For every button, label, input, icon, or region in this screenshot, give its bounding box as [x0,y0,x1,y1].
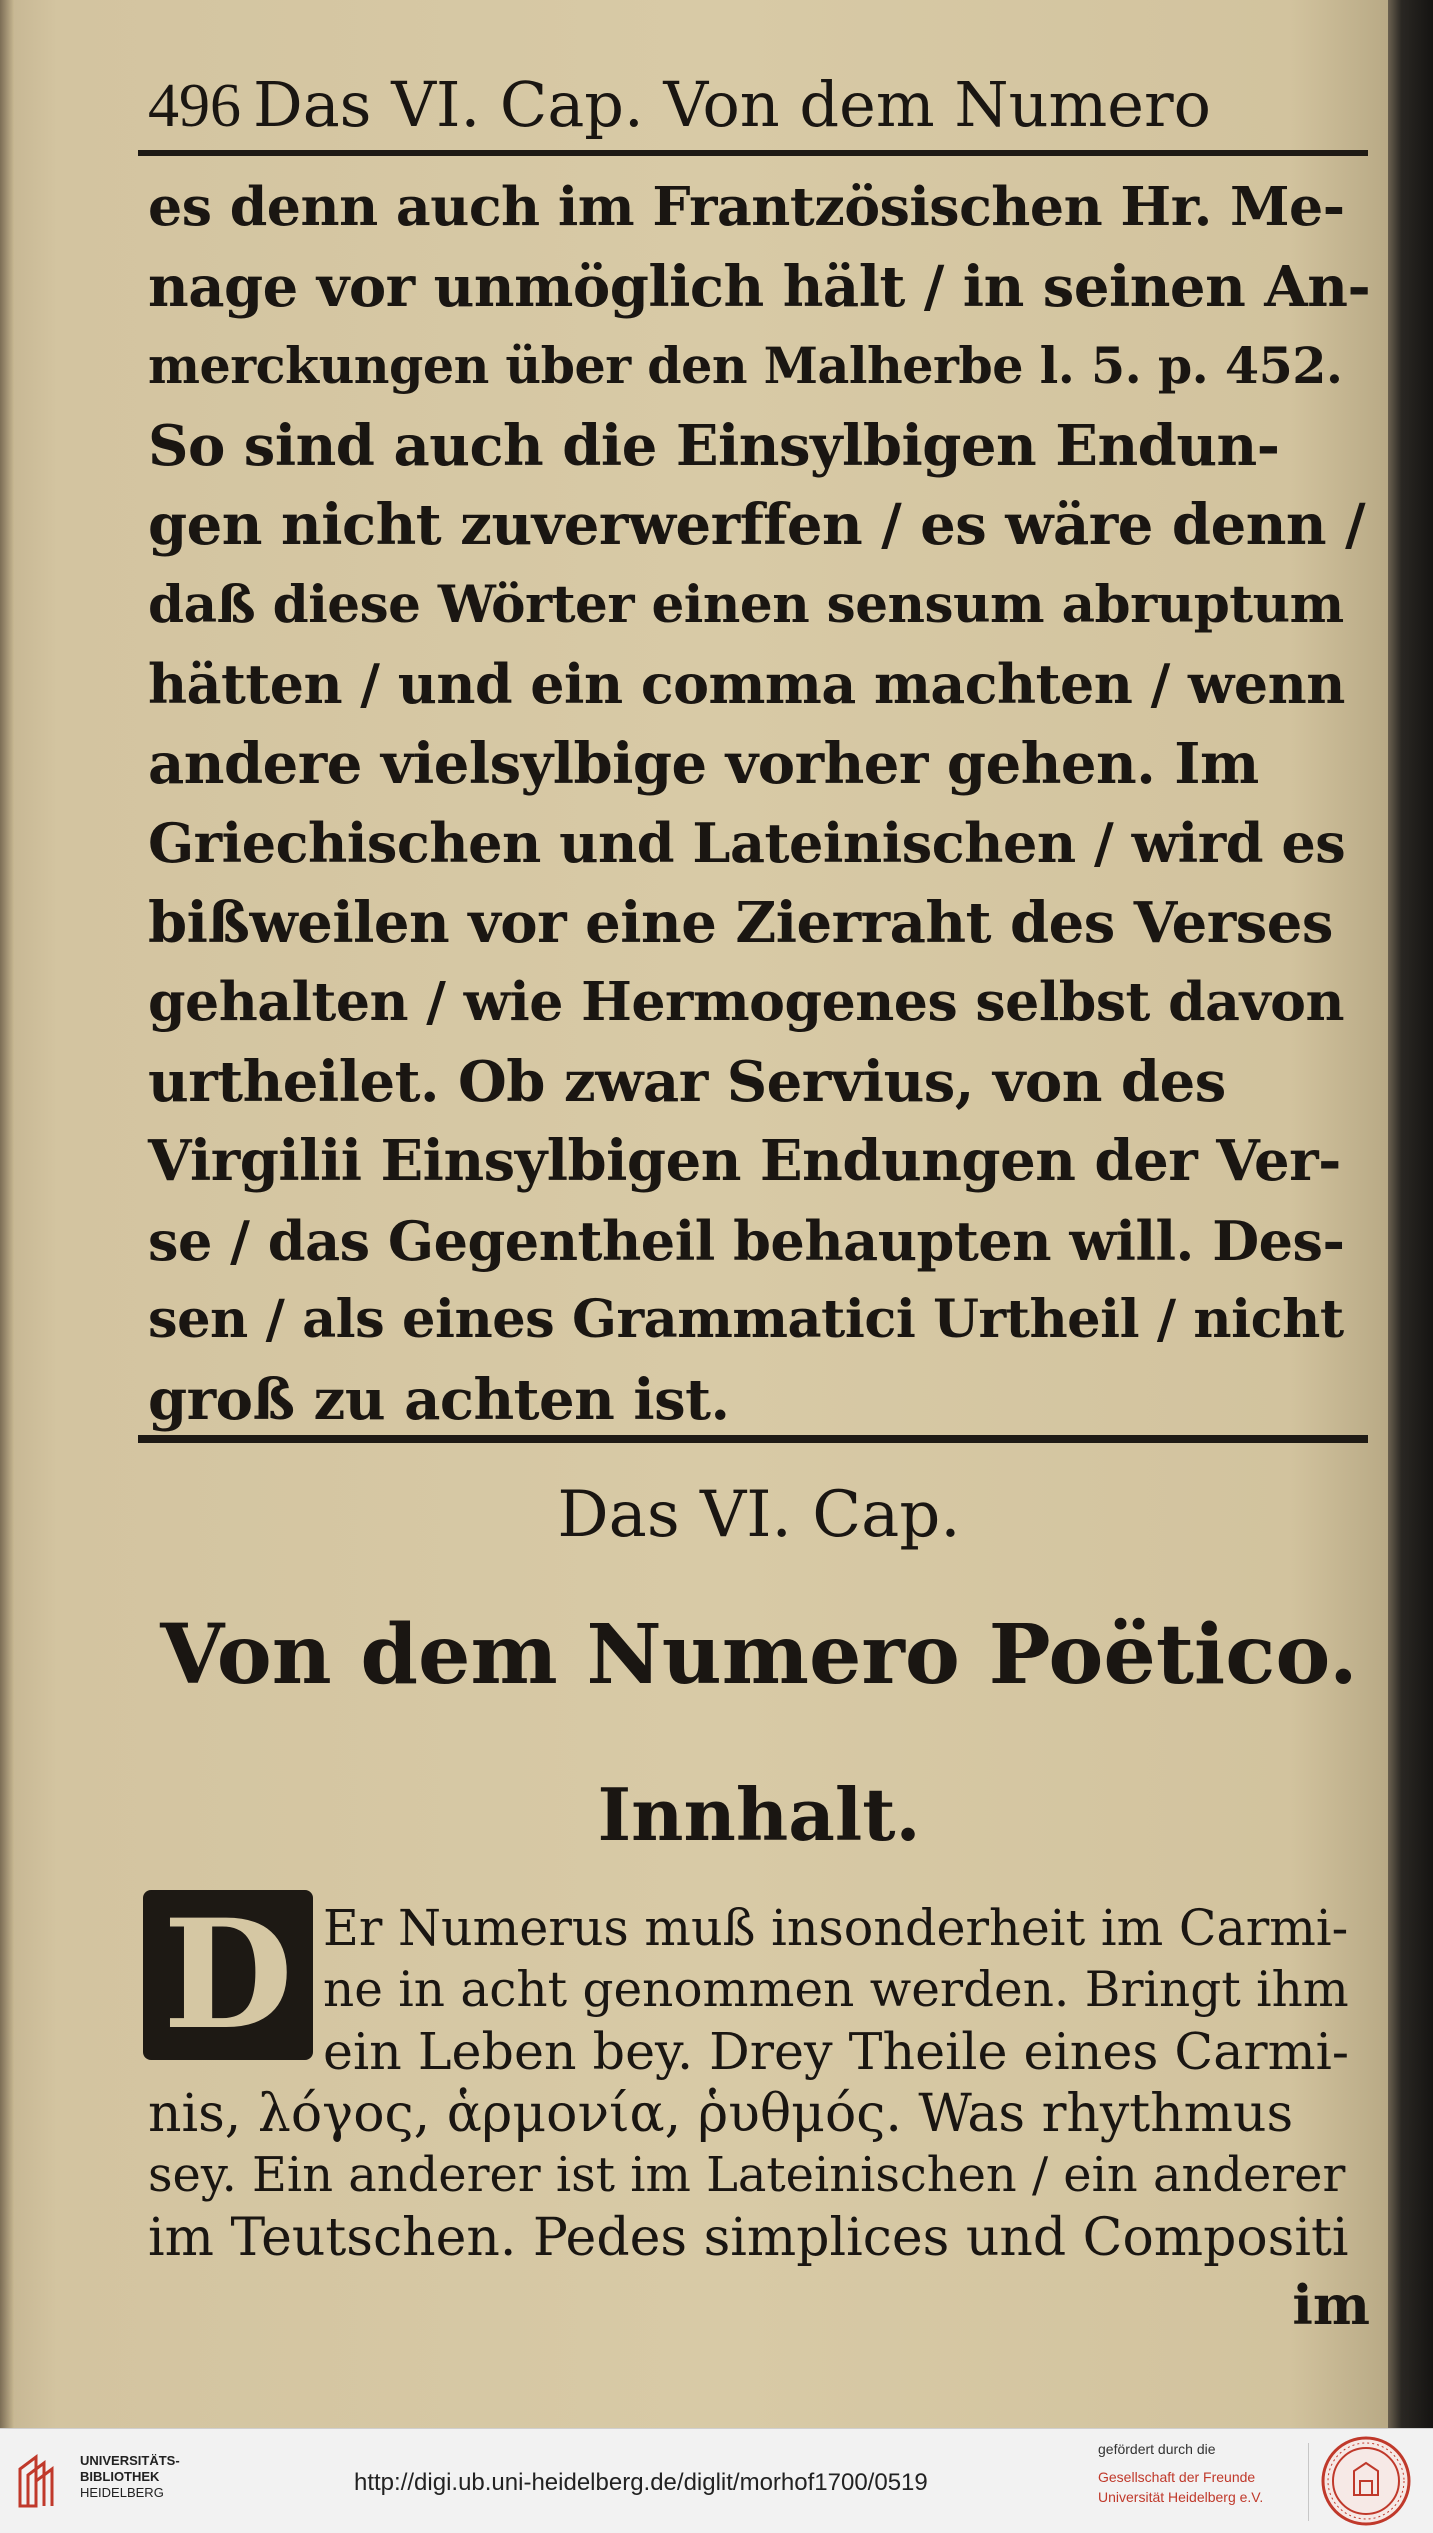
society-name-line2: Universität Heidelberg e.V. [1098,2489,1264,2505]
body-line: nage vor unmöglich hält / in seinen An- [148,253,1371,320]
digitization-footer [0,2428,1433,2533]
catchword: im [1292,2273,1370,2337]
body-line: merckungen über den Malherbe l. 5. p. 452. [148,337,1343,395]
society-name-line1: Gesellschaft der Freunde [1098,2469,1256,2485]
body-line: So sind auch die Einsylbigen Endun- [148,412,1280,479]
footer-divider [1308,2443,1309,2521]
digital-copy-link[interactable]: http://digi.ub.uni-heidelberg.de/diglit/morhof1700/0519 [354,2469,928,2496]
summary-line: ne in acht genommen werden. Bringt ihm [323,1962,1349,2018]
summary-line: im Teutschen. Pedes simplices und Compositi [148,2208,1349,2268]
decorated-initial-letter: D [143,1890,313,2060]
body-line: groß zu achten ist. [148,1366,730,1433]
chapter-title: Von dem Numero Poëtico. [160,1607,1358,1703]
body-line: sen / als eines Grammatici Urtheil / nicht [148,1289,1344,1350]
funding-credit [1098,2439,1298,2507]
body-line: andere vielsylbige vorher gehen. Im [148,730,1259,797]
running-head-title: Das VI. Cap. Von dem Numero [253,68,1211,141]
body-line: hätten / und ein comma machten / wenn [148,652,1345,716]
library-name: UNIVERSITÄTS- BIBLIOTHEK HEIDELBERG [80,2453,180,2500]
summary-line: nis, λόγος, ἁρμονία, ῥυθμός. Was rhythmus [148,2084,1294,2144]
body-line: gen nicht zuverwerffen / es wäre denn / [148,492,1366,558]
page-binding-edge [0,0,14,2428]
university-library-logo-icon [14,2451,64,2511]
body-line: daß diese Wörter einen sensum abruptum [148,574,1344,635]
university-seal-icon [1320,2435,1412,2527]
summary-line: sey. Ein anderer ist im Lateinischen / ein anderer [148,2148,1346,2203]
body-line: se / das Gegentheil behaupten will. Des- [148,1208,1345,1273]
body-line: es denn auch im Frantzösischen Hr. Me- [148,175,1345,238]
contents-heading: Innhalt. [597,1772,921,1857]
body-line: urtheilet. Ob zwar Servius, von des [148,1048,1226,1115]
page-number: 496 [148,72,241,140]
running-head [148,60,1370,150]
page-right-shadow [1388,0,1433,2428]
chapter-separator-rule [138,1435,1368,1443]
chapter-label: Das VI. Cap. [557,1478,961,1552]
body-line: Griechischen und Lateinischen / wird es [148,811,1346,875]
header-rule [138,150,1368,156]
body-line: Virgilii Einsylbigen Endungen der Ver- [148,1128,1341,1194]
body-line: bißweilen vor eine Zierraht des Verses [148,889,1333,956]
funded-by-label: gefördert durch die [1098,2441,1216,2457]
summary-line: ein Leben bey. Drey Theile eines Carmi- [323,2022,1349,2081]
body-line: gehalten / wie Hermogenes selbst davon [148,970,1345,1033]
summary-line: Er Numerus muß insonderheit im Carmi- [323,1899,1349,1957]
